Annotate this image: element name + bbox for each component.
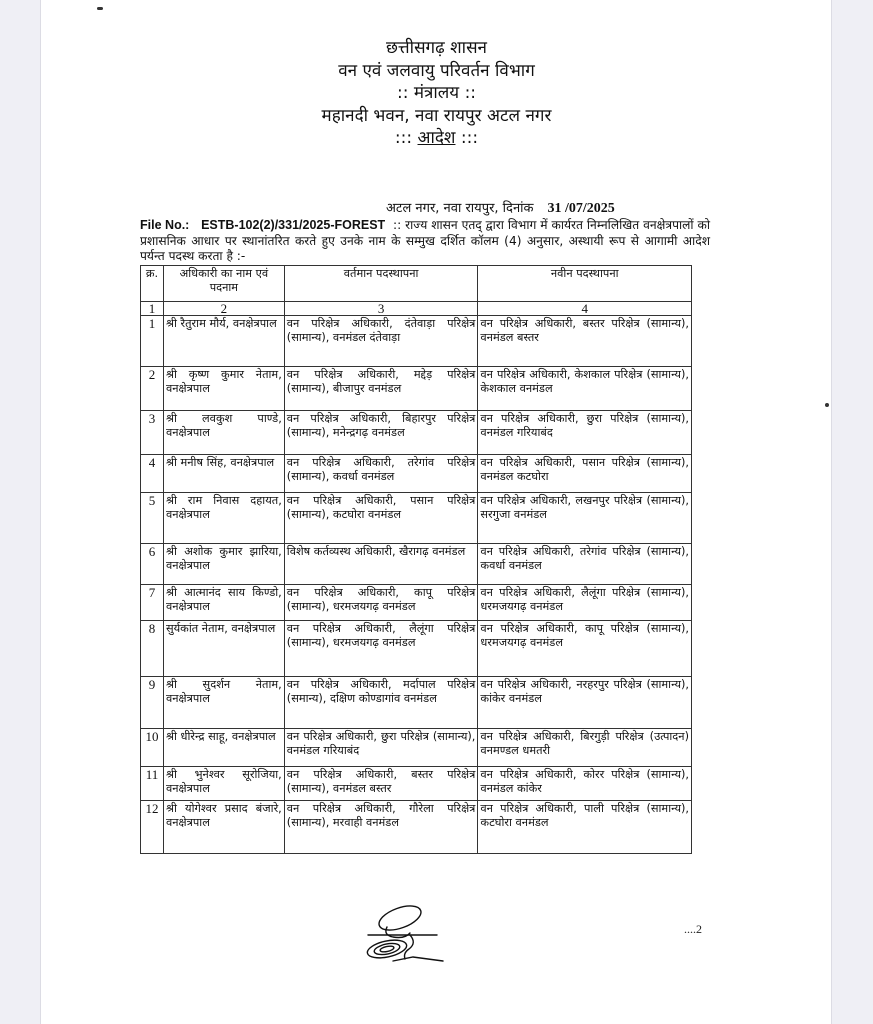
table-row: [141, 585, 692, 621]
intro-text: :: राज्य शासन एतद् द्वारा विभाग में कार्यरत निम्नलिखित वनक्षेत्रपालों को प्रशासनिक आधार पर स्थानांतरित करते हुए उनके नाम के सम्मुख दर्शित कॉलम (4) अनुसार, अस्थायी रूप से आगामी आदेश पर्यन्त पदस्थ करता है :-: [140, 218, 711, 263]
serial-number-cell: 7: [141, 585, 164, 621]
table-row: [141, 493, 692, 544]
new-posting-cell: वन परिक्षेत्र अधिकारी, छुरा परिक्षेत्र (सामान्य), वनमंडल गरियाबंद: [478, 411, 692, 455]
table-row: [141, 767, 692, 801]
header-officer-name: अधिकारी का नाम एवं पदनाम: [163, 266, 284, 302]
current-posting-cell: वन परिक्षेत्र अधिकारी, छुरा परिक्षेत्र (सामान्य), वनमंडल गरियाबंद: [284, 729, 478, 767]
transfer-table: [140, 265, 692, 854]
new-posting-cell: वन परिक्षेत्र अधिकारी, नरहरपुर परिक्षेत्र (सामान्य), कांकेर वनमंडल: [478, 677, 692, 729]
current-posting-cell: वन परिक्षेत्र अधिकारी, तरेगांव परिक्षेत्र (सामान्य), कवर्धा वनमंडल: [284, 455, 478, 493]
ministry-label: :: मंत्रालय ::: [396, 83, 477, 103]
serial-number-cell: 2: [141, 367, 164, 411]
header-current-posting: वर्तमान पदस्थापना: [284, 266, 478, 302]
officer-name-cell: श्री कृष्ण कुमार नेताम, वनक्षेत्रपाल: [163, 367, 284, 411]
order-heading: [0, 127, 873, 150]
dateline: [386, 198, 615, 217]
page-continuation: ....2: [684, 922, 702, 936]
current-posting-cell: वन परिक्षेत्र अधिकारी, बस्तर परिक्षेत्र (सामान्य), वनमंडल बस्तर: [284, 767, 478, 801]
officer-name-cell: श्री योगेश्वर प्रसाद बंजारे, वनक्षेत्रपाल: [163, 801, 284, 854]
officer-name-cell: श्री रैतुराम मौर्य, वनक्षेत्रपाल: [163, 316, 284, 367]
new-posting-cell: वन परिक्षेत्र अधिकारी, कोरर परिक्षेत्र (सामान्य), वनमंडल कांकेर: [478, 767, 692, 801]
current-posting-cell: वन परिक्षेत्र अधिकारी, गौरेला परिक्षेत्र (सामान्य), मरवाही वनमंडल: [284, 801, 478, 854]
column-number: 4: [478, 302, 692, 316]
serial-number-cell: 6: [141, 544, 164, 585]
current-posting-cell: वन परिक्षेत्र अधिकारी, लैलूंगा परिक्षेत्र (सामान्य), धरमजयगढ़ वनमंडल: [284, 621, 478, 677]
officer-name-cell: श्री आत्मानंद साय किण्डो, वनक्षेत्रपाल: [163, 585, 284, 621]
table-row: [141, 455, 692, 493]
new-posting-cell: वन परिक्षेत्र अधिकारी, पाली परिक्षेत्र (सामान्य), कटघोरा वनमंडल: [478, 801, 692, 854]
order-title: आदेश: [417, 128, 456, 148]
current-posting-cell: वन परिक्षेत्र अधिकारी, मद्देड़ परिक्षेत्र (सामान्य), बीजापुर वनमंडल: [284, 367, 478, 411]
officer-name-cell: सुर्यकांत नेताम, वनक्षेत्रपाल: [163, 621, 284, 677]
header-serial: क्र.: [141, 266, 164, 302]
table-row: [141, 367, 692, 411]
column-number: 3: [284, 302, 478, 316]
new-posting-cell: वन परिक्षेत्र अधिकारी, लखनपुर परिक्षेत्र (सामान्य), सरगुजा वनमंडल: [478, 493, 692, 544]
serial-number-cell: 9: [141, 677, 164, 729]
table-row: [141, 621, 692, 677]
officer-name-cell: श्री लवकुश पाण्डे, वनक्षेत्रपाल: [163, 411, 284, 455]
new-posting-cell: वन परिक्षेत्र अधिकारी, बस्तर परिक्षेत्र (सामान्य), वनमंडल बस्तर: [478, 316, 692, 367]
table-header-row: [141, 266, 692, 302]
current-posting-cell: वन परिक्षेत्र अधिकारी, पसान परिक्षेत्र (सामान्य), कटघोरा वनमंडल: [284, 493, 478, 544]
column-number: 2: [163, 302, 284, 316]
column-number-row: [141, 302, 692, 316]
new-posting-cell: वन परिक्षेत्र अधिकारी, तरेगांव परिक्षेत्र (सामान्य), कवर्धा वनमंडल: [478, 544, 692, 585]
current-posting-cell: वन परिक्षेत्र अधिकारी, कापू परिक्षेत्र (सामान्य), धरमजयगढ़ वनमंडल: [284, 585, 478, 621]
department-name: वन एवं जलवायु परिवर्तन विभाग: [338, 60, 535, 81]
current-posting-cell: विशेष कर्तव्यस्थ अधिकारी, खैरागढ़ वनमंडल: [284, 544, 478, 585]
order-suffix: :::: [455, 128, 479, 148]
serial-number-cell: 10: [141, 729, 164, 767]
current-posting-cell: वन परिक्षेत्र अधिकारी, बिहारपुर परिक्षेत्र (सामान्य), मनेन्द्रगढ़ वनमंडल: [284, 411, 478, 455]
current-posting-cell: वन परिक्षेत्र अधिकारी, दंतेवाड़ा परिक्षेत्र (सामान्य), वनमंडल दंतेवाड़ा: [284, 316, 478, 367]
table-row: [141, 677, 692, 729]
scan-speck: [825, 403, 829, 407]
column-number: 1: [141, 302, 164, 316]
officer-name-cell: श्री अशोक कुमार झारिया, वनक्षेत्रपाल: [163, 544, 284, 585]
place-label: अटल नगर, नवा रायपुर, दिनांक: [386, 201, 534, 216]
serial-number-cell: 4: [141, 455, 164, 493]
officer-name-cell: श्री धीरेन्द्र साहू, वनक्षेत्रपाल: [163, 729, 284, 767]
new-posting-cell: वन परिक्षेत्र अधिकारी, बिरगुड़ी परिक्षेत्र (उत्पादन) वनमण्डल धमतरी: [478, 729, 692, 767]
signature: [365, 905, 445, 970]
scan-speck: [97, 7, 103, 10]
new-posting-cell: वन परिक्षेत्र अधिकारी, लैलूंगा परिक्षेत्र (सामान्य), धरमजयगढ़ वनमंडल: [478, 585, 692, 621]
serial-number-cell: 11: [141, 767, 164, 801]
serial-number-cell: 8: [141, 621, 164, 677]
table-row: [141, 411, 692, 455]
officer-name-cell: श्री भुनेश्वर सूरोजिया, वनक्षेत्रपाल: [163, 767, 284, 801]
new-posting-cell: वन परिक्षेत्र अधिकारी, पसान परिक्षेत्र (सामान्य), वनमंडल कटघोरा: [478, 455, 692, 493]
officer-name-cell: श्री सुदर्शन नेताम, वनक्षेत्रपाल: [163, 677, 284, 729]
officer-name-cell: श्री राम निवास दहायत, वनक्षेत्रपाल: [163, 493, 284, 544]
new-posting-cell: वन परिक्षेत्र अधिकारी, कापू परिक्षेत्र (सामान्य), धरमजयगढ़ वनमंडल: [478, 621, 692, 677]
document-header: [0, 37, 873, 150]
order-date: 31 /07/2025: [547, 201, 615, 216]
current-posting-cell: वन परिक्षेत्र अधिकारी, मर्दापाल परिक्षेत्र (समान्य), दक्षिण कोण्डागांव वनमंडल: [284, 677, 478, 729]
serial-number-cell: 3: [141, 411, 164, 455]
table-row: [141, 801, 692, 854]
new-posting-cell: वन परिक्षेत्र अधिकारी, केशकाल परिक्षेत्र (सामान्य), केशकाल वनमंडल: [478, 367, 692, 411]
table-row: [141, 729, 692, 767]
office-address: महानदी भवन, नवा रायपुर अटल नगर: [321, 105, 552, 126]
officer-name-cell: श्री मनीष सिंह, वनक्षेत्रपाल: [163, 455, 284, 493]
serial-number-cell: 12: [141, 801, 164, 854]
order-intro: [140, 218, 710, 265]
header-new-posting: नवीन पदस्थापना: [478, 266, 692, 302]
order-prefix: :::: [394, 128, 418, 148]
serial-number-cell: 1: [141, 316, 164, 367]
table-row: [141, 544, 692, 585]
file-label: File No.:: [140, 218, 190, 232]
government-name: छत्तीसगढ़ शासन: [386, 38, 487, 58]
file-number: ESTB-102(2)/331/2025-FOREST: [201, 218, 386, 232]
table-row: [141, 316, 692, 367]
serial-number-cell: 5: [141, 493, 164, 544]
